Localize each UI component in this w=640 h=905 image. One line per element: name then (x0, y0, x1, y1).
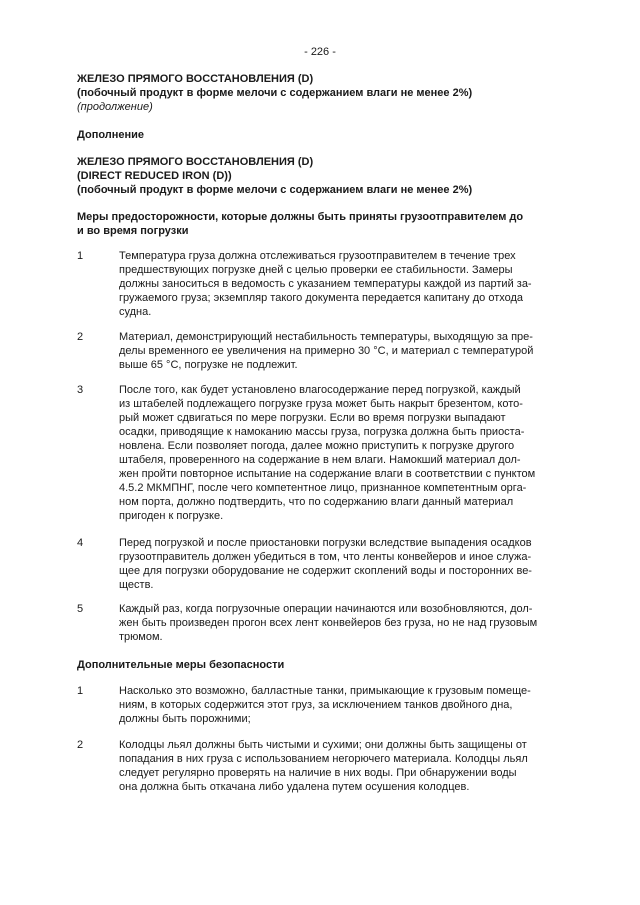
item-text: Перед погрузкой и после приостановки погрузки вследствие выпадения осадков грузоотправитель должен убедиться в том, что ленты конвейеров и иное служа- щее для погрузки оборудование не содержит скоплений воды и посторонних ве- ществ. (119, 537, 532, 591)
appendix-title-block (77, 155, 565, 197)
page-number: - 226 - (304, 46, 336, 58)
appendix-subtitle: (побочный продукт в форме мелочи с содержанием влаги не менее 2%) (77, 184, 473, 196)
item-text: Материал, демонстрирующий нестабильность температуры, выходящую за пре- делы временного ее увеличения на примерно 30 °C, и материал с температурой выше 65 °C, погрузке не подлежит. (119, 331, 534, 371)
appendix-heading: Дополнение (77, 129, 145, 141)
header-title: ЖЕЛЕЗО ПРЯМОГО ВОССТАНОВЛЕНИЯ (D) (77, 73, 314, 85)
item-number: 3 (77, 384, 84, 396)
header-continued: (продолжение) (77, 101, 153, 113)
header-block (77, 72, 565, 114)
appendix-title-ru: ЖЕЛЕЗО ПРЯМОГО ВОССТАНОВЛЕНИЯ (D) (77, 156, 314, 168)
item-number: 2 (77, 739, 84, 751)
appendix-title-en: (DIRECT REDUCED IRON (D)) (77, 170, 232, 182)
item-number: 4 (77, 537, 84, 549)
item-number: 1 (77, 250, 84, 262)
item-number: 1 (77, 685, 84, 697)
item-number: 2 (77, 331, 84, 343)
item-text: После того, как будет установлено влагосодержание перед погрузкой, каждый из штабелей подлежащего погрузке груза может быть накрыт брезентом, кото- рый может сдвигаться по мере погрузки. Если во время погрузки выпадают осадки, приводящие к намоканию массы груза, погрузка должна быть приоста- новлена. Если позволяет погода, далее можно приступить к погрузке другого штабеля, проверенного на содержание в нем влаги. Намокший материал дол- жен пройти повторное испытание на содержание влаги в соответствии с пунктом 4.5.2 МКМПНГ, после чего компетентное лицо, признанное компетентным орга- ном порта, должно подтвердить, что по содержанию влаги данный материал пригоден к погрузке. (119, 384, 536, 522)
item-number: 5 (77, 603, 84, 615)
item-text: Температура груза должна отслеживаться грузоотправителем в течение трех предшествующих погрузке дней с целью проверки ее стабильности. Замеры должны заноситься в ведомость с указанием температуры каждой из партий за- гружаемого груза; экземпляр такого документа передается капитану до отхода судна. (119, 250, 532, 318)
header-subtitle: (побочный продукт в форме мелочи с содержанием влаги не менее 2%) (77, 87, 473, 99)
precautions-heading: Меры предосторожности, которые должны быть приняты грузоотправителем до и во время погрузки (77, 211, 524, 237)
item-text: Насколько это возможно, балластные танки, примыкающие к грузовым помеще- ниям, в которых содержится этот груз, за исключением танков двойного дна, должны быть порожними; (119, 685, 531, 725)
item-text: Колодцы льял должны быть чистыми и сухими; они должны быть защищены от попадания в них груза с использованием негорючего материала. Колодцы льял следует регулярно проверять на наличие в них воды. При обнаружении воды она должна быть откачана либо удалена путем осушения колодцев. (119, 739, 528, 793)
safety-heading: Дополнительные меры безопасности (77, 659, 285, 671)
item-text: Каждый раз, когда погрузочные операции начинаются или возобновляются, дол- жен быть произведен прогон всех лент конвейеров без груза, но не над грузовым трюмом. (119, 603, 538, 643)
